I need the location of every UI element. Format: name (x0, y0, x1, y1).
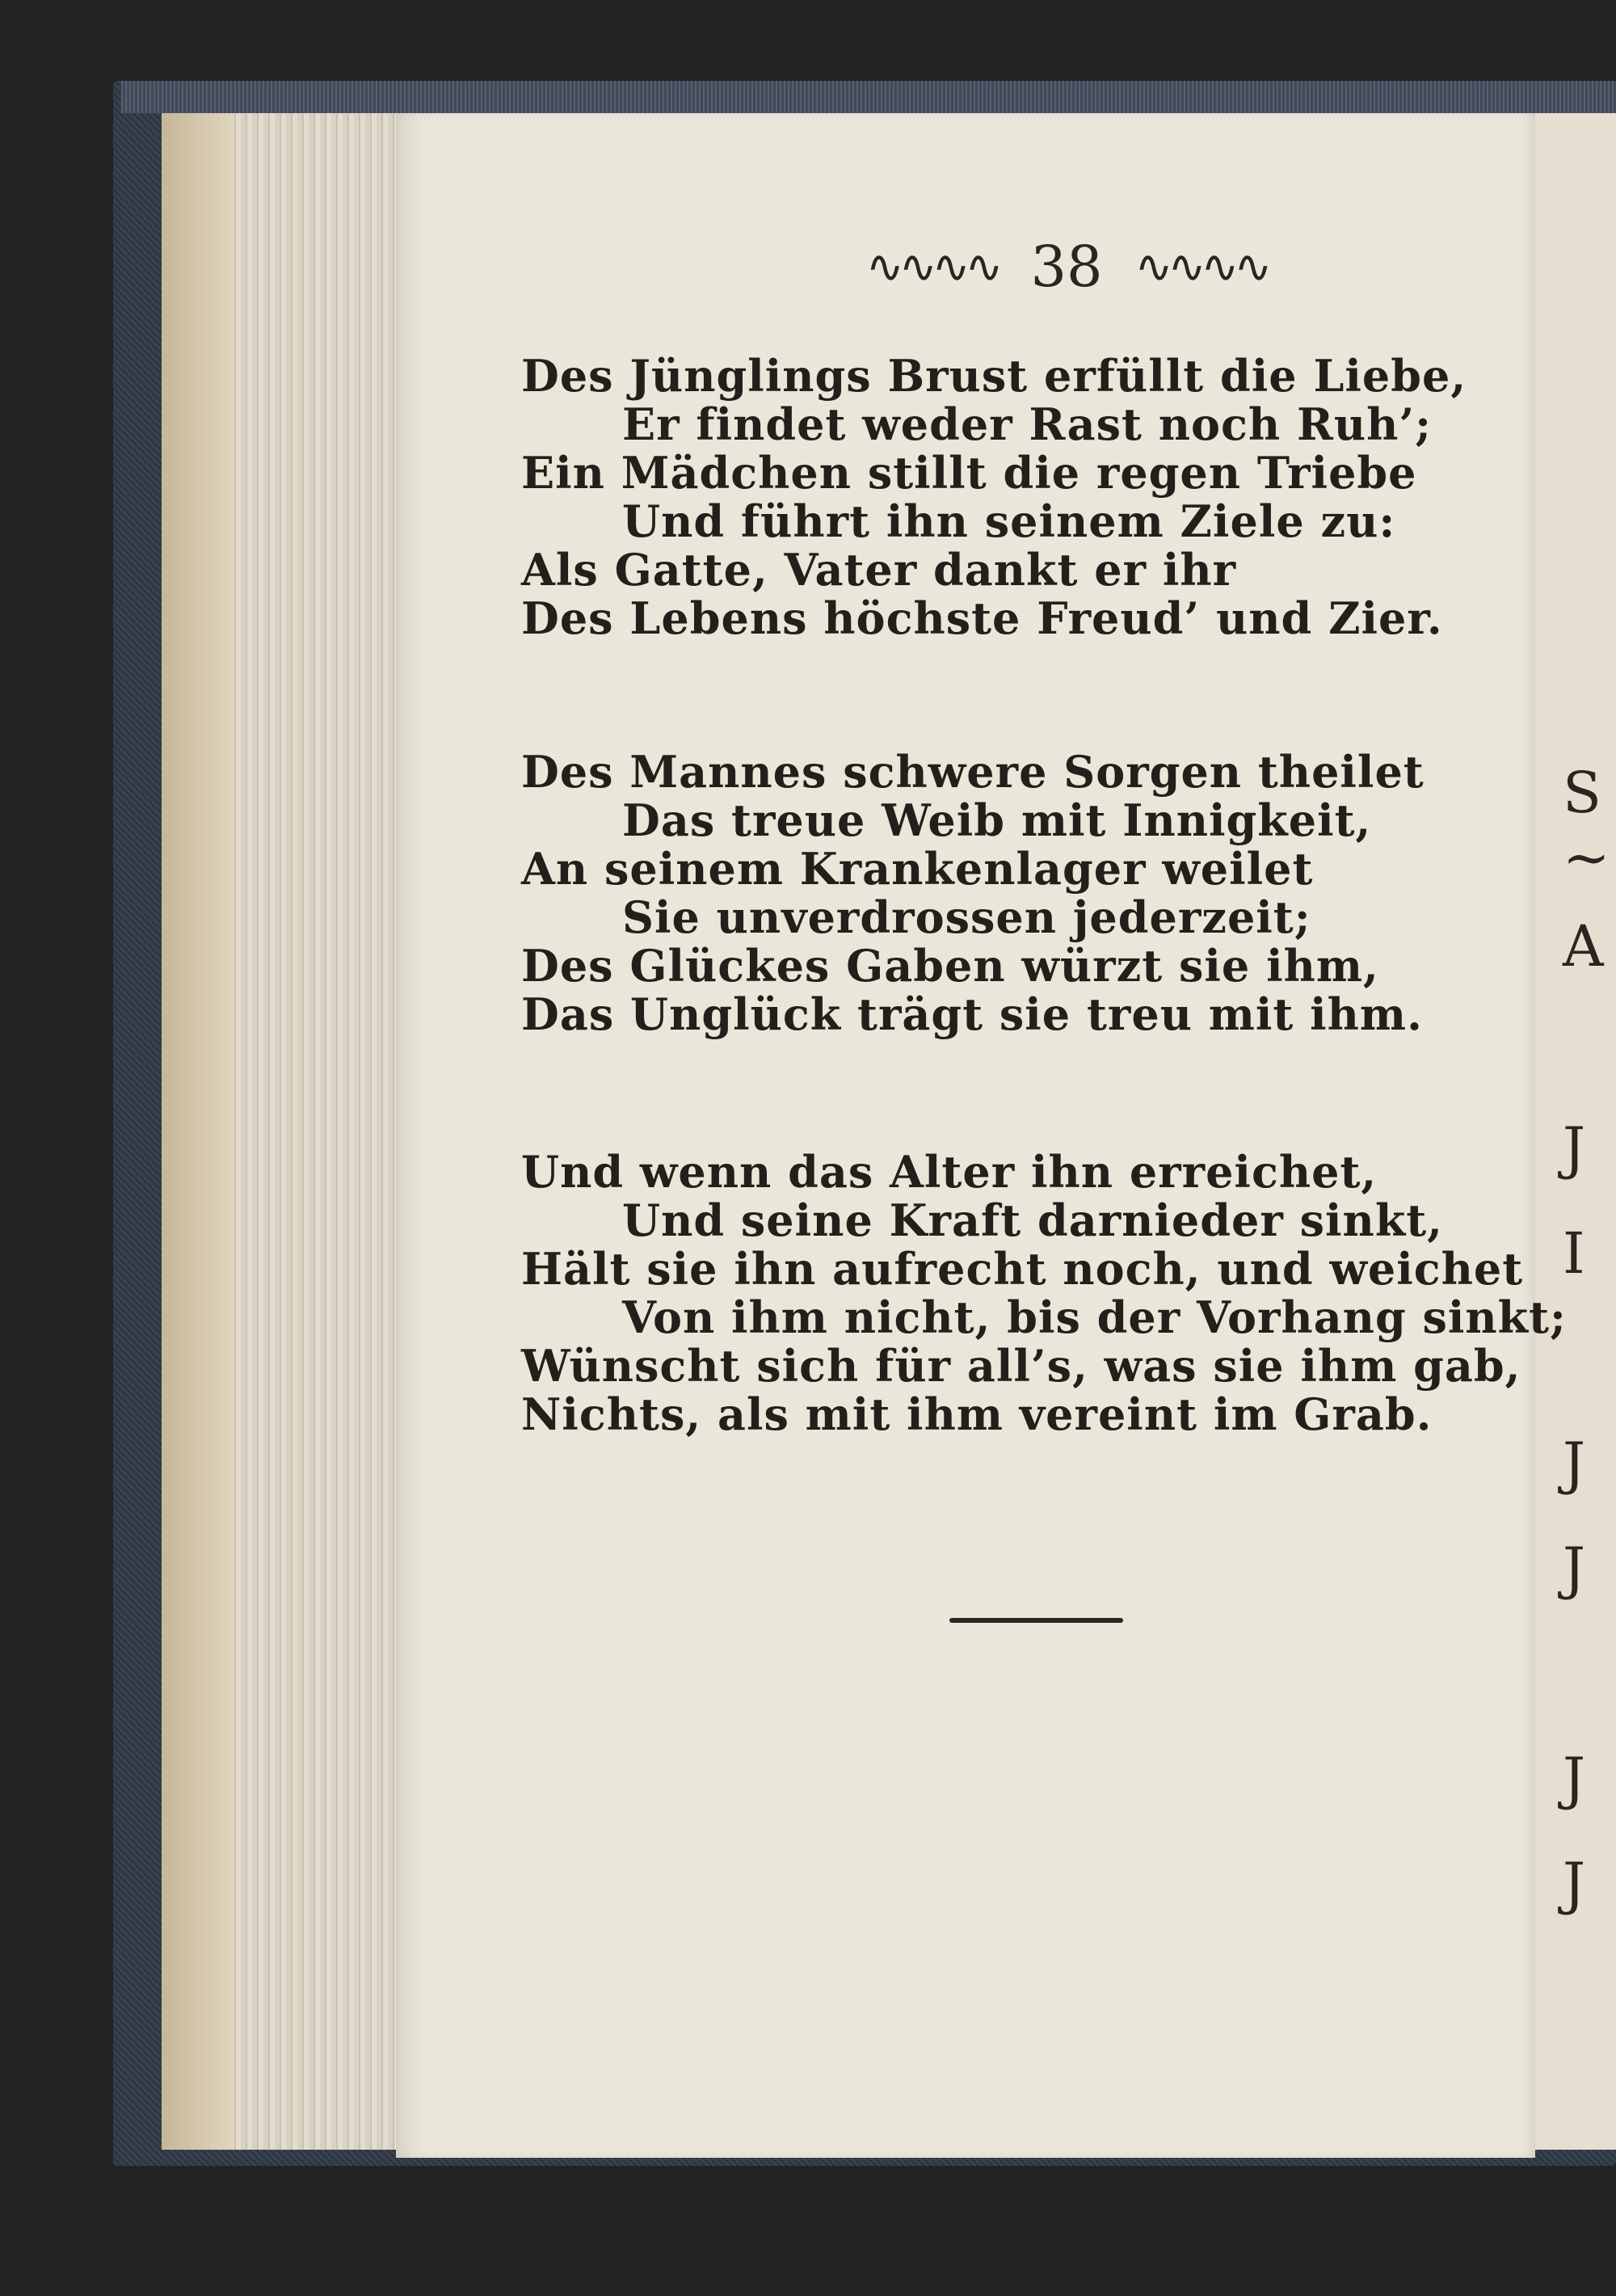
verse-line: Und seine Kraft darnieder sinkt, (622, 1194, 1443, 1246)
verse-line: Des Mannes schwere Sorgen theilet (521, 746, 1425, 798)
end-rule (949, 1618, 1123, 1623)
verse-line: Als Gatte, Vater dankt er ihr (521, 544, 1237, 596)
page-header (865, 230, 1268, 303)
verse-line: Nichts, als mit ihm vereint im Grab. (521, 1388, 1433, 1440)
verse-line: Das Unglück trägt sie treu mit ihm. (521, 988, 1423, 1040)
verse-line: Das treue Weib mit Innigkeit, (622, 794, 1372, 846)
book-cover-edge (121, 81, 1616, 113)
verse-line: Hält sie ihn aufrecht noch, und weichet (521, 1243, 1524, 1295)
verse-line: Des Jünglings Brust erfüllt die Liebe, (521, 350, 1467, 402)
facing-page-glyph: J (1563, 1851, 1586, 1917)
facing-page-glyph: J (1563, 1746, 1586, 1812)
facing-page-glyph: J (1563, 1430, 1586, 1497)
page-number: 38 (1030, 234, 1103, 300)
header-ornament-right: ∿∿∿∿ (1134, 240, 1268, 293)
verse-line: Ein Mädchen stillt die regen Triebe (521, 447, 1417, 499)
verse-line: Er findet weder Rast noch Ruh’; (622, 398, 1433, 450)
facing-page-glyph: A (1563, 913, 1604, 979)
verse-line: Und wenn das Alter ihn erreichet, (521, 1146, 1378, 1198)
facing-page-glyph: S (1563, 760, 1601, 826)
facing-page-glyph: I (1563, 1220, 1585, 1287)
verse-line: An seinem Krankenlager weilet (521, 843, 1314, 895)
verse-line: Und führt ihn seinem Ziele zu: (622, 495, 1396, 547)
facing-page-glyph: J (1563, 1536, 1586, 1602)
verse-line: Des Glückes Gaben würzt sie ihm, (521, 940, 1379, 992)
facing-page-glyph: ~ (1563, 824, 1610, 891)
page-stack-edge (162, 113, 234, 2150)
stanza-2 (521, 748, 1523, 1038)
verse-line: Sie unverdrossen jederzeit; (622, 891, 1311, 943)
verse-line: Des Lebens höchste Freud’ und Zier. (521, 592, 1443, 644)
facing-page-glyph: J (1563, 1115, 1586, 1182)
verse-line: Von ihm nicht, bis der Vorhang sinkt; (622, 1291, 1567, 1343)
stanza-3 (521, 1146, 1567, 1440)
stanza-1 (521, 352, 1523, 642)
verse-line: Wünscht sich für all’s, was sie ihm gab, (521, 1340, 1521, 1392)
facing-page-edge (1527, 113, 1616, 2150)
header-ornament-left: ∿∿∿∿ (865, 240, 999, 293)
